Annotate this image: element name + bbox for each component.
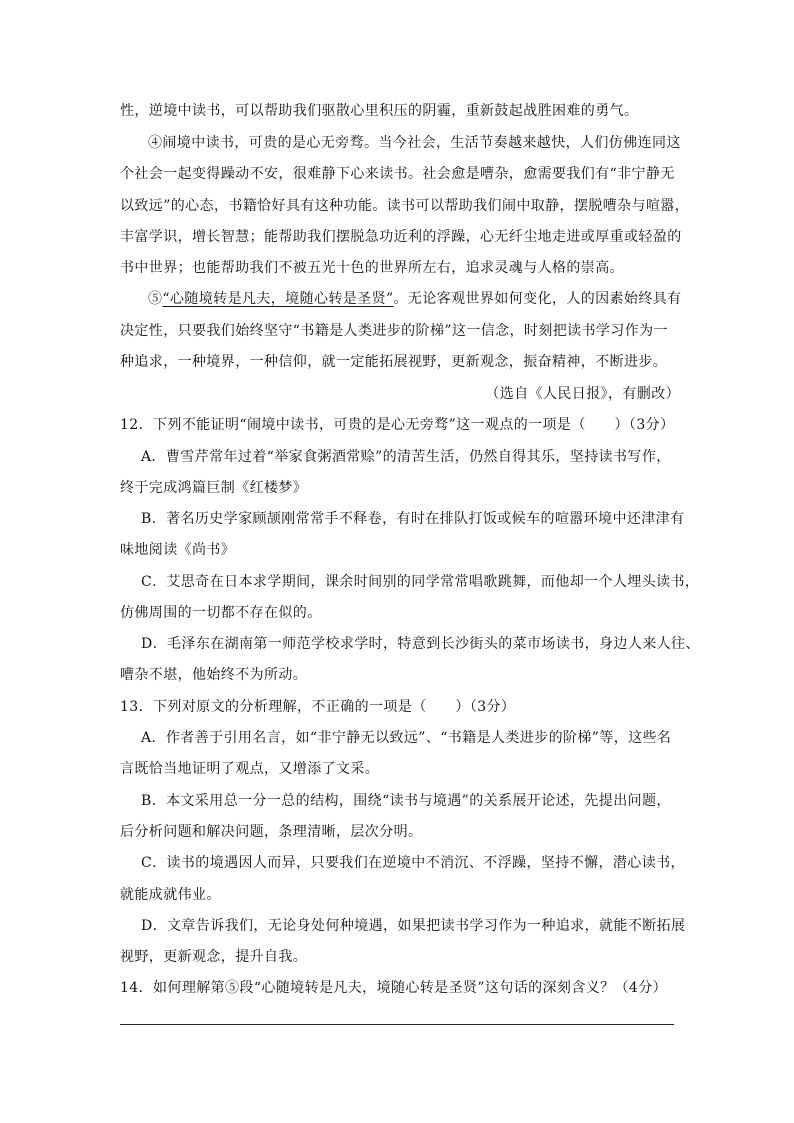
paragraph-4-line: 书中世界；也能帮助我们不被五光十色的世界所左右，追求灵魂与人格的崇高。 bbox=[120, 260, 624, 276]
question-13-option-a-cont: 言既恰当地证明了观点，又增添了文采。 bbox=[120, 761, 380, 777]
question-12-option-a-cont: 终于完成鸿篇巨制《红楼梦》 bbox=[120, 480, 308, 496]
paragraph-4-line: 以致远”的心态，书籍恰好具有这种功能。读书可以帮助我们闹中取静，摆脱嘈杂与喧嚣， bbox=[120, 198, 690, 214]
paragraph-5-marker: ⑤ bbox=[148, 291, 163, 307]
question-13-option-c: C．读书的境遇因人而异，只要我们在逆境中不消沉、不浮躁，坚持不懈，潜心读书， bbox=[141, 855, 685, 871]
question-14-stem: 14．如何理解第⑤段“心随境转是凡夫，境随心转是圣贤”这句话的深刻含义？（4分） bbox=[120, 980, 668, 996]
question-12-option-c: C．艾思奇在日本求学期间，课余时间别的同学常常唱歌跳舞，而他却一个人埋头读书， bbox=[141, 574, 700, 590]
paragraph-3-tail: 性，逆境中读书，可以帮助我们驱散心里积压的阴霾，重新鼓起战胜困难的勇气。 bbox=[120, 103, 639, 119]
paragraph-4-line: 丰富学识，增长智慧；能帮助我们摆脱急功近利的浮躁，心无纤尘地走进或厚重或轻盈的 bbox=[120, 229, 682, 245]
question-13-option-b: B．本文采用总一分一总的结构，围绕“读书与境遇”的关系展开论述，先提出问题， bbox=[141, 793, 671, 809]
question-12-stem: 12．下列不能证明“闹境中读书，可贵的是心无旁骛”这一观点的一项是（ ）（3分） bbox=[120, 417, 675, 433]
paragraph-5-rest: 。无论客观世界如何变化，人的因素始终具有 bbox=[393, 291, 682, 307]
answer-line[interactable] bbox=[120, 1024, 674, 1025]
question-12-option-b-cont: 味地阅读《尚书》 bbox=[120, 542, 236, 558]
paragraph-5-first-line bbox=[148, 289, 680, 309]
source-citation: （选自《人民日报》，有删改） bbox=[485, 386, 680, 402]
question-12-option-a: A．曹雪芹常年过着“举家食粥酒常赊”的清苦生活，仍然自得其乐，坚持读书写作， bbox=[141, 449, 671, 465]
question-13-stem: 13．下列对原文的分析理解，不正确的一项是（ ）（3分） bbox=[120, 699, 516, 715]
paragraph-4-line: 个社会一起变得躁动不安，很难静下心来读书。社会愈是嘈杂，愈需要我们有“非宁静无 bbox=[120, 166, 675, 182]
question-13-option-a: A．作者善于引用名言，如“非宁静无以致远”、“书籍是人类进步的阶梯”等，这些名 bbox=[141, 730, 672, 746]
question-12-option-d-cont: 嘈杂不堪，他始终不为所动。 bbox=[120, 667, 308, 683]
quoted-saying-underlined: “心随境转是凡夫，境随心转是圣贤” bbox=[162, 291, 394, 307]
question-12-option-b: B．著名历史学家顾颉刚常常手不释卷，有时在排队打饭或候车的喧嚣环境中还津津有 bbox=[141, 511, 685, 527]
question-12-option-c-cont: 仿佛周围的一切都不存在似的。 bbox=[120, 605, 322, 621]
question-13-option-b-cont: 后分析问题和解决问题，条理清晰，层次分明。 bbox=[120, 824, 423, 840]
question-13-option-c-cont: 就能成就伟业。 bbox=[120, 887, 221, 903]
paragraph-5-line: 种追求，一种境界，一种信仰，就一定能拓展视野，更新观念，振奋精神，不断进步。 bbox=[120, 354, 668, 370]
question-13-option-d-cont: 视野，更新观念，提升自我。 bbox=[120, 949, 308, 965]
paragraph-4-line: ④闹境中读书，可贵的是心无旁骛。当今社会，生活节奏越来越快，人们仿佛连同这 bbox=[148, 135, 681, 151]
paragraph-5-line: 决定性，只要我们始终坚守“书籍是人类进步的阶梯”这一信念，时刻把读书学习作为一 bbox=[120, 323, 668, 339]
question-12-option-d: D．毛泽东在湖南第一师范学校求学时，特意到长沙街头的菜市场读书，身边人来人往、 bbox=[141, 636, 700, 652]
question-13-option-d: D．文章告诉我们，无论身处何种境遇，如果把读书学习作为一种追求，就能不断拓展 bbox=[141, 918, 686, 934]
